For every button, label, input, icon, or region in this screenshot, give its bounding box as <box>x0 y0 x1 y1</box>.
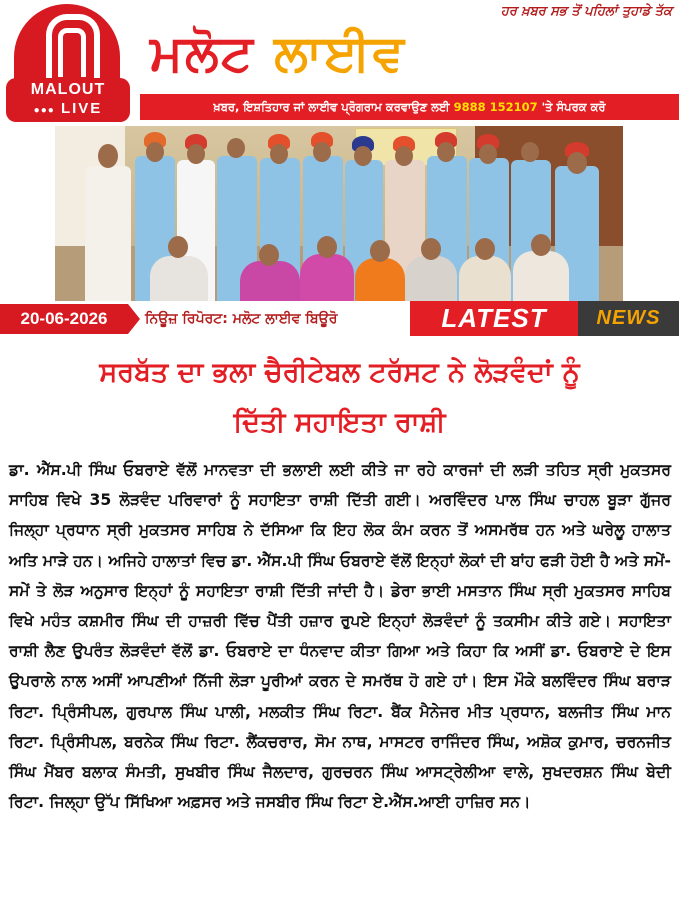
reporter-credit: ਨਿਊਜ਼ ਰਿਪੋਰਟ: ਮਲੋਟ ਲਾਈਵ ਬਿਊਰੋ <box>145 311 338 327</box>
publish-date: 20-06-2026 <box>0 304 128 334</box>
site-title-part2: ਲਾਈਵ <box>274 24 406 82</box>
news-photo <box>55 126 623 301</box>
site-title-part1: ਮਲੋਟ <box>150 24 255 82</box>
arch-emblem-icon <box>14 4 120 80</box>
tagline: ਹਰ ਖ਼ਬਰ ਸਭ ਤੋਂ ਪਹਿਲਾਂ ਤੁਹਾਡੇ ਤੱਕ <box>500 4 672 19</box>
contact-suffix: 'ਤੇ ਸੰਪਰਕ ਕਰੋ <box>541 100 606 114</box>
latest-badge: LATEST <box>410 301 578 336</box>
masthead <box>0 0 679 125</box>
contact-number[interactable]: 9888 152107 <box>453 100 538 114</box>
date-arrow-icon <box>128 304 140 334</box>
malout-live-logo[interactable] <box>0 0 140 125</box>
meta-strip <box>0 301 679 336</box>
logo-line1: MALOUT <box>30 81 106 98</box>
article-body: ਡਾ. ਐੱਸ.ਪੀ ਸਿੰਘ ਓਬਰਾਏ ਵੱਲੋਂ ਮਾਨਵਤਾ ਦੀ ਭਲਾਈ ਲਈ ਕੀਤੇ ਜਾ ਰਹੇ ਕਾਰਜਾਂ ਦੀ ਲੜੀ ਤਹਿਤ ਸ੍ਰੀ ਮੁਕਤਸਰ ਸਾਹਿਬ ਵਿਖੇ 35 ਲੋੜਵੰਦ ਪਰਿਵਾਰਾਂ ਨੂੰ ਸਹਾਇਤਾ ਰਾਸ਼ੀ ਦਿੱਤੀ ਗਈ। ਅਰਵਿੰਦਰ ਪਾਲ ਸਿੰਘ ਚਾਹਲ ਬੂੜਾ ਗੁੱਜਰ ਜਿਲ੍ਹਾ ਪ੍ਰਧਾਨ ਸ੍ਰੀ ਮੁਕਤਸਰ ਸਾਹਿਬ ਨੇ ਦੱਸਿਆ ਕਿ ਇਹ ਲੋਕ ਕੰਮ ਕਰਨ ਤੋਂ ਅਸਮਰੱਥ ਹਨ ਅਤੇ ਘਰੇਲੂ ਹਾਲਾਤ ਅਤਿ ਮਾੜੇ ਹਨ। ਅਜਿਹੇ ਹਾਲਾਤਾਂ ਵਿਚ ਡਾ. ਐੱਸ.ਪੀ ਸਿੰਘ ਓਬਰਾਏ ਵੱਲੋਂ ਇਨ੍ਹਾਂ ਲੋਕਾਂ ਦੀ ਬਾਂਹ ਫੜੀ ਹੋਈ ਹੈ ਅਤੇ ਸਮੇਂ-ਸਮੇਂ ਤੇ ਲੋੜ ਅਨੁਸਾਰ ਇਨ੍ਹਾਂ ਨੂੰ ਸਹਾਇਤਾ ਰਾਸ਼ੀ ਦਿੱਤੀ ਜਾਂਦੀ ਹੈ। ਡੇਰਾ ਭਾਈ ਮਸਤਾਨ ਸਿੰਘ ਸ੍ਰੀ ਮੁਕਤਸਰ ਸਾਹਿਬ ਵਿਖੇ ਮਹੰਤ ਕਸ਼ਮੀਰ ਸਿੰਘ ਦੀ ਹਾਜ਼ਰੀ ਵਿੱਚ ਪੈਂਤੀ ਹਜ਼ਾਰ ਰੁਪਏ ਇਨ੍ਹਾਂ ਲੋੜਵੰਦਾਂ ਨੂੰ ਤਕਸੀਮ ਕੀਤੇ ਗਏ। ਸਹਾਇਤਾ ਰਾਸ਼ੀ ਲੈਣ ਉਪਰੰਤ ਲੋੜਵੰਦਾਂ ਵੱਲੋਂ ਡਾ. ਓਬਰਾਏ ਦਾ ਧੰਨਵਾਦ ਕੀਤਾ ਗਿਆ ਅਤੇ ਕਿਹਾ ਕਿ ਅਸੀਂ ਡਾ. ਓਬਰਾਏ ਦੇ ਇਸ ਉਪਰਾਲੇ ਨਾਲ ਅਸੀਂ ਆਪਣੀਆਂ ਨਿੱਜੀ ਲੋੜਾ ਪੂਰੀਆਂ ਕਰਨ ਦੇ ਸਮਰੱਥ ਹੋ ਗਏ ਹਾਂ। ਇਸ ਮੌਕੇ ਬਲਵਿੰਦਰ ਸਿੰਘ ਬਰਾੜ ਰਿਟਾ. ਪ੍ਰਿੰਸੀਪਲ, ਗੁਰਪਾਲ ਸਿੰਘ ਪਾਲੀ, ਮਲਕੀਤ ਸਿੰਘ ਰਿਟਾ. ਬੈਂਕ ਮੈਨੇਜਰ ਮੀਤ ਪ੍ਰਧਾਨ, ਬਲਜੀਤ ਸਿੰਘ ਮਾਨ ਰਿਟਾ. ਪ੍ਰਿੰਸੀਪਲ, ਬਰਨੇਕ ਸਿੰਘ ਰਿਟਾ. ਲੈਂਕਚਰਾਰ, ਸੋਮ ਨਾਥ, ਮਾਸਟਰ ਰਾਜਿੰਦਰ ਸਿੰਘ, ਅਸ਼ੋਕ ਕੁਮਾਰ, ਚਰਨਜੀਤ ਸਿੰਘ ਮੈਂਬਰ ਬਲਾਕ ਸੰਮਤੀ, ਸੁਖਬੀਰ ਸਿੰਘ ਜੈਲਦਾਰ, ਗੁਰਚਰਨ ਸਿੰਘ ਆਸਟ੍ਰੇਲੀਆ ਵਾਲੇ, ਸੁਖਦਰਸ਼ਨ ਸਿੰਘ ਬੇਦੀ ਰਿਟਾ. ਜਿਲ੍ਹਾ ਉੱਪ ਸਿੱਖਿਆ ਅਫ਼ਸਰ ਅਤੇ ਜਸਬੀਰ ਸਿੰਘ ਰਿਟਾ ਏ.ਐੱਸ.ਆਈ ਹਾਜ਼ਿਰ ਸਨ। <box>9 461 671 812</box>
news-badge: NEWS <box>578 301 679 336</box>
headline-line1: ਸਰਬੱਤ ਦਾ ਭਲਾ ਚੈਰੀਟੇਬਲ ਟਰੱਸਟ ਨੇ ਲੋੜਵੰਦਾਂ ਨੂੰ <box>99 357 580 388</box>
logo-line2-row <box>6 100 130 117</box>
logo-line2: LIVE <box>60 100 103 117</box>
dots-icon: ●●● <box>33 105 55 116</box>
article-headline <box>10 348 669 448</box>
site-title <box>150 18 675 88</box>
logo-text-plate <box>6 78 130 122</box>
contact-bar <box>140 94 679 120</box>
headline-line2: ਦਿੱਤੀ ਸਹਾਇਤਾ ਰਾਸ਼ੀ <box>233 407 446 438</box>
contact-prefix: ਖ਼ਬਰ, ਇਸ਼ਤਿਹਾਰ ਜਾਂ ਲਾਈਵ ਪ੍ਰੋਗਰਾਮ ਕਰਵਾਉਣ ਲਈ <box>213 100 450 114</box>
